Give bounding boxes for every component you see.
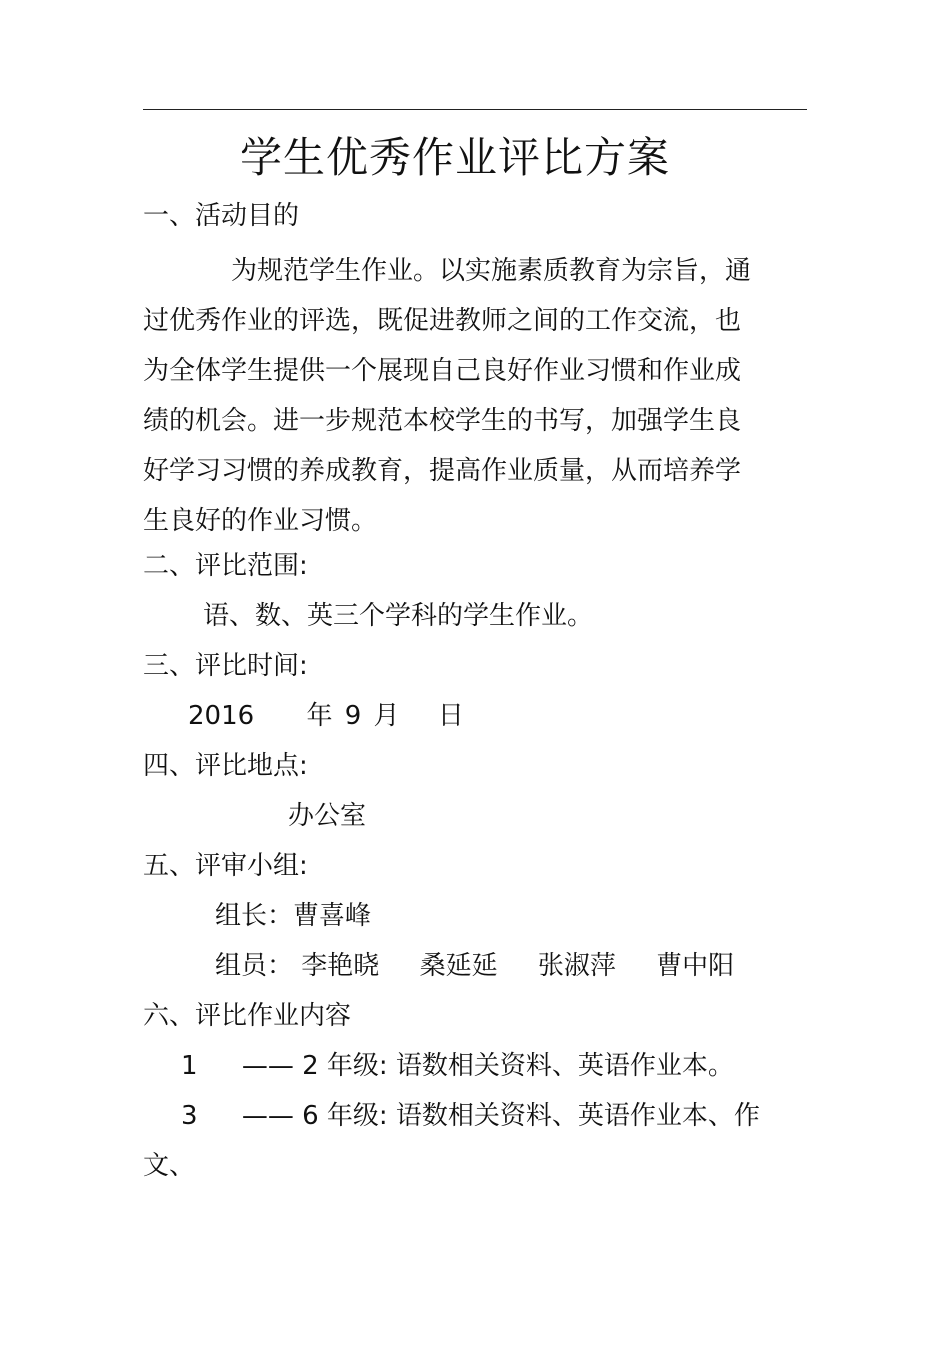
section-1-paragraph — [143, 246, 783, 546]
item-text: 语数相关资料、英语作业本、作 — [395, 1101, 760, 1131]
header-rule — [143, 109, 807, 110]
member-name: 张淑萍 — [537, 951, 616, 981]
item-grade: 2 年级: — [302, 1051, 388, 1081]
item-dash: —— — [241, 1101, 294, 1131]
document-title: 学生优秀作业评比方案 — [239, 133, 670, 182]
date-day-unit: 日 — [437, 701, 464, 731]
date-month: 9 — [344, 701, 362, 731]
date-year-unit: 年 — [306, 701, 333, 731]
item-number: 1 — [181, 1051, 198, 1081]
content-item-2 — [181, 1096, 760, 1136]
content-item-1 — [181, 1046, 734, 1086]
section-4-body: 办公室 — [288, 801, 367, 831]
item-dash: —— — [241, 1051, 294, 1081]
section-2-heading: 二、评比范围: — [143, 551, 308, 581]
paragraph-line: 绩的机会。进一步规范本校学生的书写，加强学生良 — [143, 406, 742, 436]
committee-members — [215, 946, 734, 986]
section-3-heading: 三、评比时间: — [143, 651, 308, 681]
item-text: 语数相关资料、英语作业本。 — [395, 1051, 734, 1081]
evaluation-date — [188, 696, 464, 736]
paragraph-line: 生良好的作业习惯。 — [143, 506, 378, 536]
paragraph-line: 为全体学生提供一个展现自己良好作业习惯和作业成 — [143, 356, 742, 386]
member-name: 曹中阳 — [656, 951, 735, 981]
paragraph-line: 好学习习惯的养成教育，提高作业质量，从而培养学 — [143, 456, 742, 486]
date-year: 2016 — [188, 701, 255, 731]
section-5-heading: 五、评审小组: — [143, 851, 308, 881]
section-2-body: 语、数、英三个学科的学生作业。 — [203, 601, 594, 631]
committee-leader: 组长：曹喜峰 — [215, 901, 372, 931]
member-name: 李艳晓 — [301, 951, 380, 981]
members-label: 组员： — [215, 951, 294, 981]
item-number: 3 — [181, 1101, 198, 1131]
section-4-heading: 四、评比地点: — [143, 751, 308, 781]
date-month-unit: 月 — [373, 701, 400, 731]
item-grade: 6 年级: — [302, 1101, 388, 1131]
paragraph-line: 过优秀作业的评选，既促进教师之间的工作交流，也 — [143, 306, 742, 336]
member-name: 桑延延 — [419, 951, 498, 981]
content-item-2-continuation: 文、 — [143, 1151, 196, 1181]
paragraph-line: 为规范学生作业。以实施素质教育为宗旨，通 — [231, 256, 752, 286]
section-6-heading: 六、评比作业内容 — [143, 1001, 352, 1031]
section-1-heading: 一、活动目的 — [143, 201, 300, 231]
